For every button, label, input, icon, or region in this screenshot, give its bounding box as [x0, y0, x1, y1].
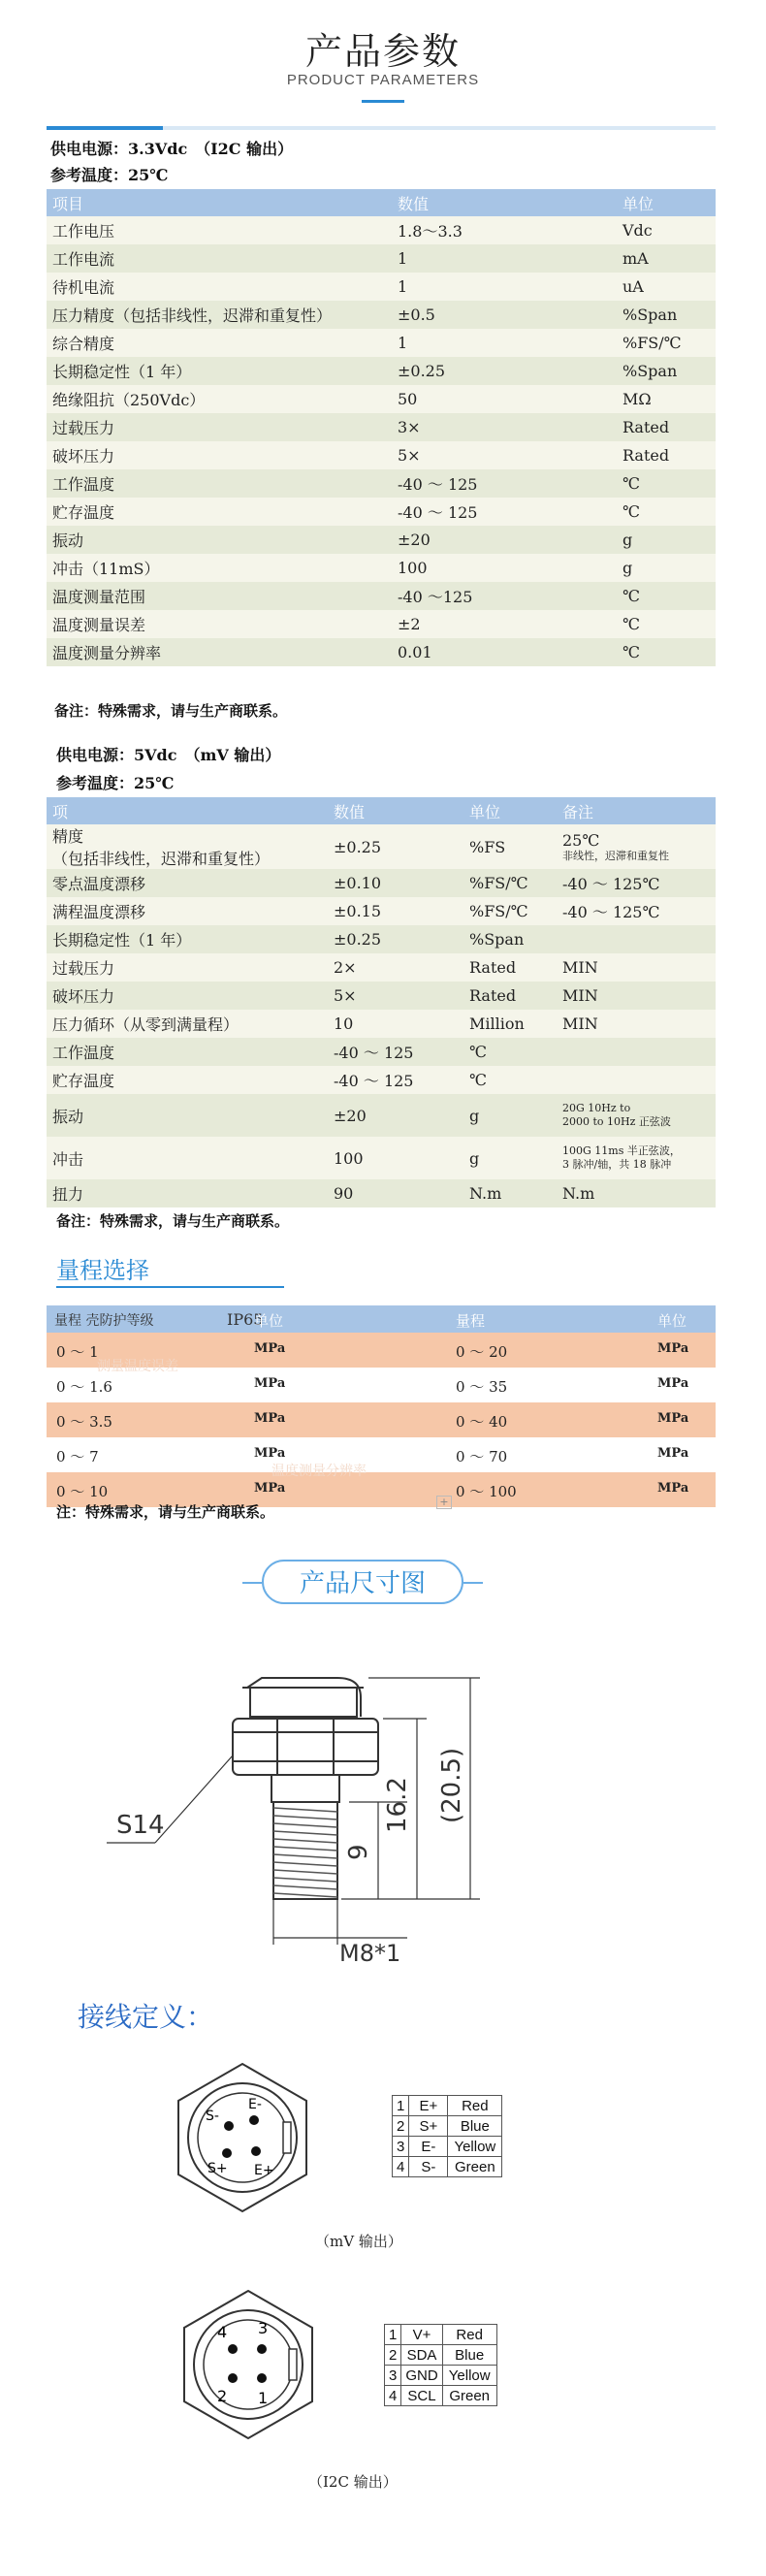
pill-line-left [242, 1582, 262, 1584]
table-row [47, 301, 716, 329]
pin-2 [228, 2373, 238, 2383]
cell-item [47, 982, 328, 1010]
cell-unit-1: MPa [254, 1446, 286, 1461]
cell-unit: ℃ [617, 610, 716, 638]
wiring-row [393, 2096, 502, 2116]
header-unit-1: 单位 [254, 1312, 284, 1330]
cell-signal: S+ [409, 2116, 448, 2137]
cell-unit-1: MPa [254, 1481, 286, 1496]
cell-unit-2: MPa [657, 1481, 689, 1496]
label-d20-5: (20.5) [437, 1747, 466, 1823]
neck [271, 1775, 339, 1802]
cell-unit: MΩ [617, 385, 716, 413]
col-header-unit: 单位 [463, 797, 557, 824]
footnote-i2c: 备注：特殊需求，请与生产商联系。 [54, 702, 288, 720]
cell-remark-subtext: 2000 to 10Hz 正弦波 [562, 1115, 671, 1128]
cell-item: 过载压力 [47, 413, 392, 441]
cell-item: 温度测量范围 [47, 582, 392, 610]
cell-item-text: 扭力 [52, 1185, 84, 1204]
table-row [47, 357, 716, 385]
cell-value: -40 ～ 125 [328, 1038, 463, 1066]
connector-key [283, 2122, 291, 2153]
thread-line [273, 1831, 337, 1835]
cell-color: Yellow [442, 2366, 496, 2386]
thread-line [273, 1893, 337, 1897]
cell-color: Blue [442, 2345, 496, 2366]
table-row [47, 1179, 716, 1208]
cell-item-text: 长期稳定性（1 年） [52, 931, 192, 950]
pill-line-right [463, 1582, 483, 1584]
cell-unit: Rated [463, 953, 557, 982]
cell-item [47, 1066, 328, 1094]
cap-body [250, 1688, 357, 1717]
cell-remark [557, 953, 716, 982]
pin-e-plus [251, 2146, 261, 2156]
caption-i2c: （I2C 输出） [308, 2473, 398, 2491]
cell-item [47, 869, 328, 897]
cell-remark-text: 100G 11ms 半正弦波， [562, 1144, 681, 1157]
pin-label-e-plus: E+ [254, 2163, 274, 2178]
cell-unit: g [463, 1094, 557, 1137]
cell-unit: %FS/℃ [463, 897, 557, 925]
table-row [47, 1010, 716, 1038]
table-header-row [47, 797, 716, 824]
pin-s-minus [224, 2121, 234, 2131]
range-title-underline [56, 1286, 284, 1288]
cell-remark-text: -40 ～ 125℃ [562, 903, 660, 921]
cell-color: Green [448, 2157, 502, 2177]
cell-unit: ℃ [617, 638, 716, 666]
thread-line [273, 1808, 337, 1812]
wiring-row [385, 2345, 497, 2366]
table-row [47, 469, 716, 498]
pin-4 [228, 2344, 238, 2354]
table-row [47, 441, 716, 469]
supply-voltage-mv: 供电电源：5Vdc （mV 输出） [56, 746, 281, 764]
cell-signal: E+ [409, 2096, 448, 2116]
cell-unit: %Span [617, 357, 716, 385]
cell-range-2: 0 ～ 20 [456, 1343, 508, 1361]
cell-item: 贮存温度 [47, 498, 392, 526]
cell-item-subtext: （包括非线性，迟滞和重复性） [52, 850, 271, 868]
cell-item: 压力精度（包括非线性，迟滞和重复性） [47, 301, 392, 329]
thread-line [273, 1878, 337, 1882]
cell-value: 3× [392, 413, 617, 441]
cell-unit: Rated [617, 441, 716, 469]
wiring-table-i2c [384, 2324, 497, 2406]
cell-pin: 3 [393, 2137, 409, 2157]
cell-unit: ℃ [463, 1066, 557, 1094]
cell-remark [557, 1010, 716, 1038]
table-header-row [47, 189, 716, 216]
header-overlay-text: 量程 壳防护等级 [54, 1313, 154, 1329]
s14-leader [155, 1755, 233, 1843]
cell-remark-text: -40 ～ 125℃ [562, 875, 660, 893]
cell-item: 冲击（11mS） [47, 554, 392, 582]
cell-unit-2: MPa [657, 1446, 689, 1461]
cell-color: Yellow [448, 2137, 502, 2157]
cell-item [47, 897, 328, 925]
cell-unit: %FS/℃ [463, 869, 557, 897]
thread-line [273, 1847, 337, 1851]
label-s14: S14 [116, 1811, 165, 1840]
cell-unit: g [617, 554, 716, 582]
cell-value: 0.01 [392, 638, 617, 666]
cell-item: 绝缘阻抗（250Vdc） [47, 385, 392, 413]
cell-unit: mA [617, 244, 716, 273]
cell-unit: Million [463, 1010, 557, 1038]
table-row [47, 244, 716, 273]
wiring-section-title: 接线定义： [78, 2001, 214, 2033]
col-header-remark: 备注 [557, 797, 716, 824]
ghost-text-1: 测量温度误差 [97, 1359, 178, 1374]
pin-label-s-plus: S+ [207, 2161, 228, 2176]
cell-remark-text: 25℃ [562, 830, 600, 850]
cell-pin: 1 [393, 2096, 409, 2116]
wiring-row [393, 2157, 502, 2177]
table-row [47, 610, 716, 638]
cell-pin: 4 [385, 2386, 401, 2406]
plus-icon: + [436, 1496, 452, 1509]
connector-outer-ring [188, 2083, 297, 2192]
wiring-table-mv [392, 2095, 502, 2177]
table-row [47, 273, 716, 301]
cell-item: 长期稳定性（1 年） [47, 357, 392, 385]
cell-value: 5× [392, 441, 617, 469]
cell-value: ±2 [392, 610, 617, 638]
col-header-value: 数值 [328, 797, 463, 824]
range-row [47, 1402, 716, 1437]
ghost-text-2: 温度测量分辨率 [271, 1464, 367, 1479]
cell-value: 5× [328, 982, 463, 1010]
cell-signal: E- [409, 2137, 448, 2157]
cell-value: 10 [328, 1010, 463, 1038]
cell-value: -40 ～ 125 [392, 498, 617, 526]
cell-remark-text: N.m [562, 1184, 595, 1203]
table-row [47, 638, 716, 666]
range-section-title: 量程选择 [56, 1257, 149, 1284]
label-m8: M8*1 [339, 1940, 401, 1967]
cell-pin: 2 [393, 2116, 409, 2137]
cell-item: 振动 [47, 526, 392, 554]
table-row [47, 526, 716, 554]
cell-unit: %FS/℃ [617, 329, 716, 357]
table-row [47, 1066, 716, 1094]
thread-line [273, 1870, 337, 1874]
thread-line [273, 1862, 337, 1866]
cell-pin: 2 [385, 2345, 401, 2366]
cell-remark [557, 1094, 716, 1137]
cell-unit: %Span [463, 925, 557, 953]
cell-unit: ℃ [617, 498, 716, 526]
table-row [47, 1137, 716, 1179]
cell-item: 综合精度 [47, 329, 392, 357]
pin-e-minus [249, 2115, 259, 2125]
cell-unit: ℃ [617, 469, 716, 498]
cell-value: 1 [392, 329, 617, 357]
reference-temp-mv: 参考温度：25℃ [56, 774, 175, 792]
table-row [47, 982, 716, 1010]
header-range-2: 量程 [456, 1312, 486, 1330]
cell-item-text: 精度 [52, 827, 84, 846]
cell-remark [557, 1066, 716, 1094]
cell-range-1: 0 ～ 10 [56, 1483, 109, 1500]
cell-value: 100 [392, 554, 617, 582]
cell-item-text: 过载压力 [52, 959, 115, 978]
table-row [47, 216, 716, 244]
header-ip-rating: IP65 [227, 1310, 264, 1329]
section-divider-accent [47, 126, 163, 130]
cell-remark-text: MIN [562, 1014, 598, 1033]
cell-value: 100 [328, 1137, 463, 1179]
cell-item: 温度测量分辨率 [47, 638, 392, 666]
cell-unit-2: MPa [657, 1376, 689, 1391]
cell-unit: ℃ [463, 1038, 557, 1066]
cell-remark-text: MIN [562, 958, 598, 977]
cell-item-text: 工作温度 [52, 1044, 115, 1062]
cell-unit-2: MPa [657, 1411, 689, 1426]
col-header-item: 项 [47, 797, 328, 824]
cell-value: 1 [392, 244, 617, 273]
cell-item: 待机电流 [47, 273, 392, 301]
cell-color: Blue [448, 2116, 502, 2137]
table-row [47, 1038, 716, 1066]
cell-item-text: 零点温度漂移 [52, 875, 146, 893]
title-underline [362, 100, 404, 103]
cell-range-1: 0 ～ 7 [56, 1448, 99, 1465]
cell-value: ±0.5 [392, 301, 617, 329]
cell-value: ±0.25 [328, 925, 463, 953]
table-row [47, 385, 716, 413]
pin-1 [257, 2373, 267, 2383]
table-row [47, 329, 716, 357]
cell-item [47, 953, 328, 982]
col-header-unit: 单位 [617, 189, 716, 216]
header-unit-2: 单位 [657, 1312, 687, 1330]
cell-signal: GND [401, 2366, 442, 2386]
cell-value: 1 [392, 273, 617, 301]
cell-unit: Vdc [617, 216, 716, 244]
cell-unit: N.m [463, 1179, 557, 1208]
cell-remark [557, 1038, 716, 1066]
label-d9: 9 [344, 1844, 373, 1860]
cell-item [47, 1137, 328, 1179]
cell-value: ±20 [392, 526, 617, 554]
table-row [47, 498, 716, 526]
table-row [47, 925, 716, 953]
table-row [47, 1094, 716, 1137]
cell-remark [557, 869, 716, 897]
table-row [47, 824, 716, 869]
range-table-header [47, 1305, 716, 1333]
thread-line [273, 1885, 337, 1889]
cell-pin: 4 [393, 2157, 409, 2177]
dimension-drawing [87, 1649, 611, 1979]
pin-label-s-minus: S- [206, 2109, 219, 2124]
cell-unit-1: MPa [254, 1341, 286, 1356]
cell-remark [557, 824, 716, 869]
cell-color: Red [448, 2096, 502, 2116]
cell-range-1: 0 ～ 1 [56, 1343, 99, 1361]
cell-signal: SCL [401, 2386, 442, 2406]
cell-item: 工作电压 [47, 216, 392, 244]
cell-unit-1: MPa [254, 1376, 286, 1391]
cell-item [47, 1038, 328, 1066]
footnote-mv: 备注：特殊需求，请与生产商联系。 [56, 1212, 290, 1230]
caption-mv: （mV 输出） [315, 2233, 402, 2250]
cell-value: ±0.25 [392, 357, 617, 385]
cell-item: 工作电流 [47, 244, 392, 273]
cell-pin: 1 [385, 2325, 401, 2345]
cell-value: ±0.25 [328, 824, 463, 869]
cell-value: 1.8～3.3 [392, 216, 617, 244]
wiring-row [385, 2325, 497, 2345]
sensor-outline [233, 1678, 378, 1899]
cell-unit: g [463, 1137, 557, 1179]
reference-temp-i2c: 参考温度：25℃ [50, 166, 169, 184]
spec-table-i2c [47, 189, 716, 666]
cell-remark-subtext: 3 脉冲/轴，共 18 脉冲 [562, 1158, 672, 1171]
supply-voltage-i2c: 供电电源：3.3Vdc （I2C 输出） [50, 140, 294, 158]
cell-remark-text: 20G 10Hz to [562, 1102, 631, 1114]
cell-signal: S- [409, 2157, 448, 2177]
cell-unit: Rated [463, 982, 557, 1010]
wiring-row [385, 2386, 497, 2406]
table-row [47, 897, 716, 925]
cell-unit-1: MPa [254, 1411, 286, 1426]
cell-remark-subtext: 非线性，迟滞和重复性 [562, 849, 669, 862]
footnote-range: 注：特殊需求，请与生产商联系。 [56, 1503, 275, 1521]
cell-value: ±0.15 [328, 897, 463, 925]
cell-signal: V+ [401, 2325, 442, 2345]
cell-remark [557, 1137, 716, 1179]
table-row [47, 869, 716, 897]
cell-remark [557, 925, 716, 953]
cell-value: 2× [328, 953, 463, 982]
pin-s-plus [222, 2148, 232, 2158]
cell-range-2: 0 ～ 40 [456, 1413, 508, 1431]
table-row [47, 554, 716, 582]
table-row [47, 953, 716, 982]
pin-label-e-minus: E- [248, 2097, 262, 2112]
connector-key [289, 2349, 297, 2380]
connector-i2c-diagram [171, 2287, 326, 2442]
cell-range-2: 0 ～ 35 [456, 1378, 508, 1396]
thread-line [273, 1816, 337, 1819]
dimension-section-title: 产品尺寸图 [262, 1560, 463, 1604]
cell-unit: uA [617, 273, 716, 301]
cell-item-text: 冲击 [52, 1149, 84, 1169]
pin-3 [257, 2344, 267, 2354]
cell-value: -40 ～125 [392, 582, 617, 610]
cell-item [47, 925, 328, 953]
cell-item: 温度测量误差 [47, 610, 392, 638]
cell-range-1: 0 ～ 1.6 [56, 1378, 112, 1396]
table-row [47, 413, 716, 441]
thread-line [273, 1854, 337, 1858]
range-row [47, 1437, 716, 1472]
thread-line [273, 1823, 337, 1827]
cell-value: -40 ～ 125 [328, 1066, 463, 1094]
cell-item-text: 贮存温度 [52, 1072, 115, 1090]
cell-unit: g [617, 526, 716, 554]
cell-item [47, 1179, 328, 1208]
cell-pin: 3 [385, 2366, 401, 2386]
page-subtitle: PRODUCT PARAMETERS [286, 72, 480, 88]
cell-item: 工作温度 [47, 469, 392, 498]
cell-item-text: 压力循环（从零到满量程） [52, 1015, 239, 1034]
cell-unit: %FS [463, 824, 557, 869]
cap-wire [247, 1678, 361, 1717]
cell-item [47, 1094, 328, 1137]
cell-range-2: 0 ～ 100 [456, 1483, 517, 1500]
pin-label-1: 1 [258, 2389, 269, 2407]
wiring-row [385, 2366, 497, 2386]
cell-signal: SDA [401, 2345, 442, 2366]
connector-outer-ring [194, 2310, 303, 2419]
table-row [47, 582, 716, 610]
cell-value: ±20 [328, 1094, 463, 1137]
thread-lines [273, 1808, 337, 1897]
col-header-value: 数值 [392, 189, 617, 216]
cell-value: 50 [392, 385, 617, 413]
cell-value: -40 ～ 125 [392, 469, 617, 498]
pin-label-2: 2 [217, 2387, 228, 2405]
cell-color: Red [442, 2325, 496, 2345]
pin-label-4: 4 [217, 2323, 228, 2341]
cell-remark [557, 982, 716, 1010]
cell-value: 90 [328, 1179, 463, 1208]
cell-item-text: 破坏压力 [52, 987, 115, 1006]
cell-remark-text: MIN [562, 986, 598, 1005]
cell-item: 破坏压力 [47, 441, 392, 469]
cell-remark [557, 897, 716, 925]
col-header-item: 项目 [47, 189, 392, 216]
cell-unit: Rated [617, 413, 716, 441]
cell-item-text: 满程温度漂移 [52, 903, 146, 921]
cell-range-1: 0 ～ 3.5 [56, 1413, 112, 1431]
label-d16-2: 16.2 [383, 1777, 412, 1833]
cell-item [47, 1010, 328, 1038]
thread-line [273, 1839, 337, 1843]
wiring-row [393, 2137, 502, 2157]
page-title: 产品参数 [304, 30, 461, 73]
cell-range-2: 0 ～ 70 [456, 1448, 508, 1465]
cell-item [47, 824, 328, 869]
cell-unit: %Span [617, 301, 716, 329]
pin-label-3: 3 [258, 2319, 269, 2337]
cell-unit-2: MPa [657, 1341, 689, 1356]
connector-mv-diagram [165, 2060, 320, 2215]
hex-body [233, 1719, 378, 1775]
cell-color: Green [442, 2386, 496, 2406]
spec-table-mv [47, 797, 716, 1208]
cell-unit: ℃ [617, 582, 716, 610]
cell-remark [557, 1179, 716, 1208]
cell-value: ±0.10 [328, 869, 463, 897]
cell-item-text: 振动 [52, 1107, 84, 1126]
wiring-row [393, 2116, 502, 2137]
